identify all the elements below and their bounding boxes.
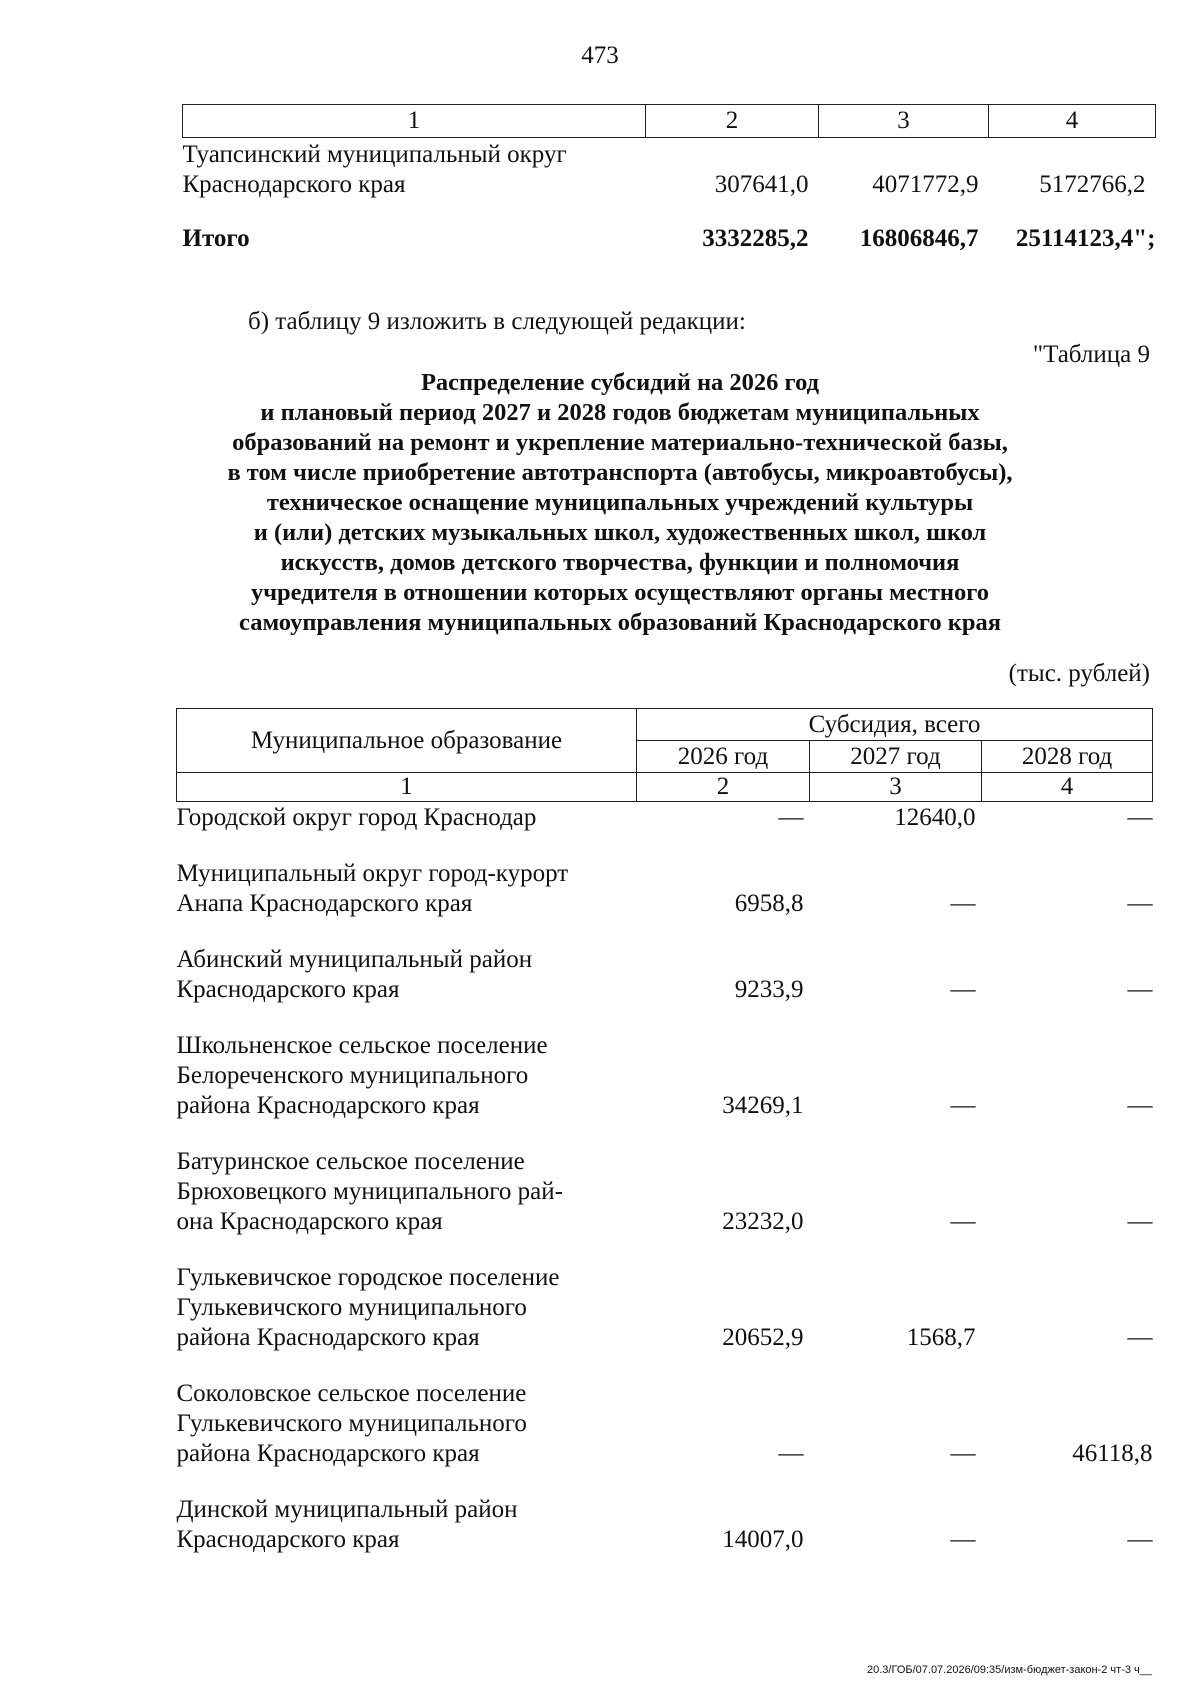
table-row	[177, 1121, 1153, 1237]
header-cell: 2	[646, 105, 819, 138]
value-2028: —	[1127, 1208, 1153, 1235]
municipality-name-line: Муниципальный округ город-курорт	[176, 860, 569, 887]
value-2028: —	[1127, 1526, 1153, 1553]
title-line: и (или) детских музыкальных школ, художественных школ, школ	[253, 519, 987, 546]
table-label: "Таблица 9	[1032, 341, 1150, 368]
total-2026: 3332285,2	[702, 225, 809, 252]
municipality-name-line: Брюховецкого муниципального рай-	[176, 1178, 563, 1205]
municipality-name	[177, 1005, 637, 1121]
table-header-row	[177, 709, 1153, 741]
column-number: 4	[982, 773, 1153, 802]
municipality-name-line: района Краснодарского края	[176, 1324, 480, 1351]
table-column-numbers-row	[177, 773, 1153, 802]
header-year-2027: 2027 год	[810, 741, 982, 773]
table-header-row	[183, 105, 1156, 138]
page-number: 473	[581, 42, 619, 69]
value-2026: 9233,9	[734, 976, 804, 1003]
value-2027: —	[950, 890, 976, 917]
value-2027: 1568,7	[906, 1324, 976, 1351]
table-title	[120, 368, 1120, 638]
title-line: искусств, домов детского творчества, функции и полномочия	[280, 549, 960, 576]
value-2026: —	[778, 804, 804, 831]
header-municipality: Муниципальное образование	[177, 709, 637, 773]
title-line: самоуправления муниципальных образований Краснодарского края	[239, 609, 1001, 636]
municipality-name	[177, 919, 637, 1005]
value-2027: —	[950, 976, 976, 1003]
municipality-name-line: Краснодарского края	[176, 976, 400, 1003]
value-2026: 307641,0	[714, 171, 809, 198]
units-label: (тыс. рублей)	[1008, 660, 1150, 687]
value-2028: —	[1127, 1324, 1153, 1351]
title-line: Распределение субсидий на 2026 год	[420, 369, 820, 396]
municipality-name	[177, 1353, 637, 1469]
table-row	[177, 1237, 1153, 1353]
header-year-2026: 2026 год	[637, 741, 810, 773]
header-cell: 4	[989, 105, 1156, 138]
value-2027: —	[950, 1440, 976, 1467]
total-2027: 16806846,7	[859, 225, 979, 252]
column-number: 2	[637, 773, 810, 802]
subsidy-table	[176, 708, 1153, 1555]
municipality-name-line: Краснодарского края	[176, 1526, 400, 1553]
municipality-name-line: Батуринское сельское поселение	[176, 1148, 525, 1175]
title-line: учредителя в отношении которых осуществляют органы местного	[250, 579, 990, 606]
value-2027: 4071772,9	[872, 171, 979, 198]
municipality-name-line: Школьненское сельское поселение	[176, 1032, 548, 1059]
title-line: и плановый период 2027 и 2028 годов бюджетам муниципальных	[260, 399, 980, 426]
municipality-name	[177, 1469, 637, 1555]
table-row	[177, 1469, 1153, 1555]
municipality-name	[177, 1237, 637, 1353]
municipality-name-line: Белореченского муниципального	[176, 1062, 529, 1089]
municipality-name-line: района Краснодарского края	[176, 1092, 480, 1119]
instruction-text: б) таблицу 9 изложить в следующей редакции:	[248, 308, 746, 335]
table-row	[177, 833, 1153, 919]
header-subsidy-total: Субсидия, всего	[637, 709, 1153, 741]
municipality-name-line: Гулькевичского муниципального	[176, 1410, 527, 1437]
value-2026: 6958,8	[734, 890, 804, 917]
total-2028: 25114123,4";	[1015, 225, 1156, 252]
value-2026: —	[778, 1440, 804, 1467]
table-row	[177, 802, 1153, 834]
total-row	[183, 200, 1156, 254]
column-number: 1	[177, 773, 637, 802]
value-2027: 12640,0	[894, 804, 976, 831]
value-2027: —	[950, 1208, 976, 1235]
municipality-name-line: района Краснодарского края	[176, 1440, 480, 1467]
footer-reference: 20.3/ГОБ/07.07.2026/09:35/изм-бюджет-закон-2 чт-3 ч__	[867, 1664, 1152, 1676]
header-cell: 3	[819, 105, 989, 138]
value-2028: —	[1127, 1092, 1153, 1119]
title-line: в том числе приобретение автотранспорта (автобусы, микроавтобусы),	[227, 459, 1013, 486]
municipality-name: Туапсинский муниципальный округ Краснодарского края	[182, 141, 567, 198]
municipality-name	[177, 802, 637, 834]
municipality-name	[177, 833, 637, 919]
municipality-name-line: Гулькевичского муниципального	[176, 1294, 527, 1321]
municipality-name-line: она Краснодарского края	[176, 1208, 443, 1235]
header-year-2028: 2028 год	[982, 741, 1153, 773]
municipality-name-line: Городской округ город Краснодар	[176, 804, 537, 831]
table-row	[177, 1353, 1153, 1469]
total-label: Итого	[182, 225, 250, 252]
value-2026: 23232,0	[722, 1208, 804, 1235]
municipality-name-line: Гулькевичское городское поселение	[176, 1264, 560, 1291]
municipality-name-line: Абинский муниципальный район	[176, 946, 533, 973]
municipality-name-line: Соколовское сельское поселение	[176, 1380, 527, 1407]
table-row	[177, 1005, 1153, 1121]
value-2028: —	[1127, 976, 1153, 1003]
title-line: техническое оснащение муниципальных учреждений культуры	[266, 489, 974, 516]
table-continued	[182, 104, 1156, 254]
value-2028: 46118,8	[1072, 1440, 1153, 1467]
value-2028: —	[1127, 890, 1153, 917]
municipality-name-line: Динской муниципальный район	[176, 1496, 518, 1523]
value-2026: 14007,0	[722, 1526, 804, 1553]
value-2027: —	[950, 1526, 976, 1553]
title-line: образований на ремонт и укрепление материально-технической базы,	[232, 429, 1008, 456]
column-number: 3	[810, 773, 982, 802]
table-row	[183, 138, 1156, 201]
value-2026: 34269,1	[722, 1092, 804, 1119]
header-cell: 1	[183, 105, 646, 138]
table-row	[177, 919, 1153, 1005]
value-2028: —	[1127, 804, 1153, 831]
municipality-name-line: Анапа Краснодарского края	[176, 890, 473, 917]
value-2027: —	[950, 1092, 976, 1119]
value-2028: 5172766,2	[1039, 171, 1146, 198]
municipality-name	[177, 1121, 637, 1237]
value-2026: 20652,9	[722, 1324, 804, 1351]
